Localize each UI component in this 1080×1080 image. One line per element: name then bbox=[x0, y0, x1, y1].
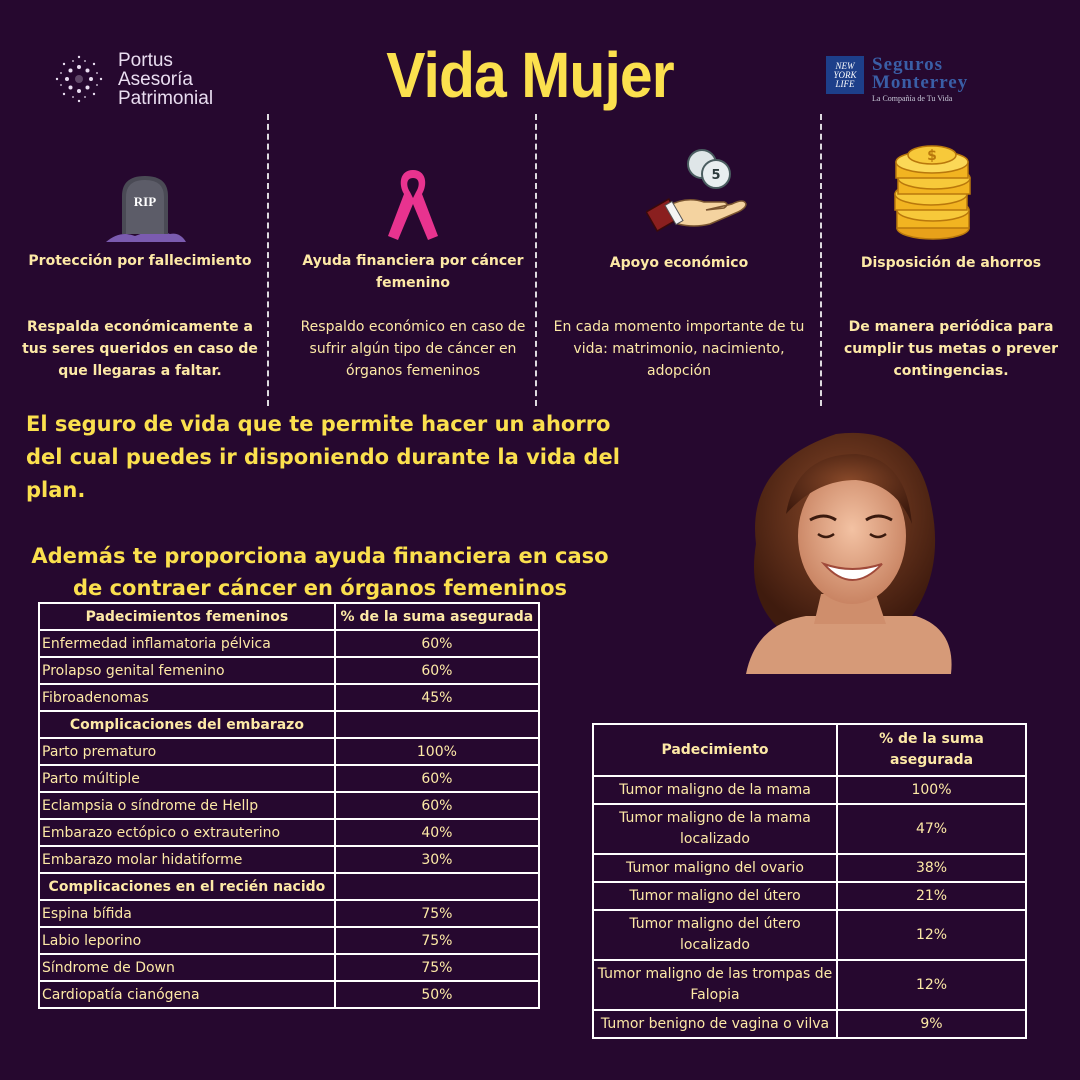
table-cell: Parto prematuro bbox=[39, 738, 335, 765]
table-section-row bbox=[39, 711, 539, 738]
badge-line: LIFE bbox=[835, 78, 855, 89]
benefit-title: Disposición de ahorros bbox=[860, 255, 1042, 271]
table-section-cell: Complicaciones en el recién nacido bbox=[39, 873, 335, 900]
table-cell: Tumor maligno de la mama bbox=[593, 776, 837, 804]
table-row bbox=[593, 960, 1026, 1010]
page-title: Vida Mujer bbox=[386, 39, 674, 111]
benefit-title: Protección por fallecimiento bbox=[28, 253, 252, 269]
table-row bbox=[593, 804, 1026, 854]
table-cell: 40% bbox=[335, 819, 539, 846]
svg-text:$: $ bbox=[927, 148, 937, 164]
table-row bbox=[593, 882, 1026, 910]
table-section-cell: Complicaciones del embarazo bbox=[39, 711, 335, 738]
table-cell: 50% bbox=[335, 981, 539, 1008]
brand-line: Monterrey bbox=[872, 72, 969, 93]
table-row bbox=[593, 1010, 1026, 1038]
table-cell: 75% bbox=[335, 954, 539, 981]
table-cell: 60% bbox=[335, 657, 539, 684]
cancer-coverage-table bbox=[592, 723, 1027, 1039]
table-cell: 47% bbox=[837, 804, 1026, 854]
table-row bbox=[39, 981, 539, 1008]
table-cell: Embarazo ectópico o extrauterino bbox=[39, 819, 335, 846]
coin-value-text: 5 bbox=[711, 168, 721, 183]
benefit-text: Respalda económicamente a tus seres queridos en caso de que llegaras a faltar. bbox=[22, 319, 258, 379]
table-header-cell: Padecimiento bbox=[593, 724, 837, 776]
table-cell: 60% bbox=[335, 630, 539, 657]
table-cell: Tumor maligno de las trompas de Falopia bbox=[593, 960, 837, 1010]
table-cell: Parto múltiple bbox=[39, 765, 335, 792]
table-cell: 100% bbox=[837, 776, 1026, 804]
table-cell: Labio leporino bbox=[39, 927, 335, 954]
table-cell: 75% bbox=[335, 927, 539, 954]
column-divider bbox=[267, 114, 272, 406]
table-cell: 12% bbox=[837, 960, 1026, 1010]
table-header-row bbox=[593, 724, 1026, 776]
badge-line: YORK bbox=[833, 69, 857, 80]
table-row bbox=[39, 927, 539, 954]
table-cell: 75% bbox=[335, 900, 539, 927]
table-cell: 38% bbox=[837, 854, 1026, 882]
table-cell: Síndrome de Down bbox=[39, 954, 335, 981]
column-divider bbox=[820, 114, 825, 406]
table-row bbox=[593, 910, 1026, 960]
table-row bbox=[39, 819, 539, 846]
benefit-text: En cada momento importante de tu vida: matrimonio, nacimiento, adopción bbox=[553, 319, 805, 379]
brand-line: Portus bbox=[118, 49, 173, 71]
table-cell: Tumor maligno del ovario bbox=[593, 854, 837, 882]
seguros-monterrey-logo bbox=[826, 56, 968, 103]
female-conditions-table bbox=[38, 602, 540, 1009]
table-row bbox=[593, 854, 1026, 882]
cancer-coverage-heading: Además te proporciona ayuda financiera en caso de contraer cáncer en órganos femeninos bbox=[31, 544, 609, 600]
table-cell: 60% bbox=[335, 792, 539, 819]
rip-text: RIP bbox=[133, 194, 157, 209]
brand-tagline: La Compañía de Tu Vida bbox=[872, 94, 953, 103]
table-row bbox=[39, 954, 539, 981]
table-cell: Fibroadenomas bbox=[39, 684, 335, 711]
table-header-cell: % de la suma asegurada bbox=[837, 724, 1026, 776]
benefit-title: Ayuda financiera por cáncer femenino bbox=[302, 253, 524, 291]
table-row bbox=[39, 738, 539, 765]
tombstone-icon bbox=[100, 170, 190, 248]
benefit-text: Respaldo económico en caso de sufrir algún tipo de cáncer en órganos femeninos bbox=[300, 319, 526, 379]
new-york-life-badge bbox=[826, 56, 864, 94]
table-cell: Tumor maligno del útero localizado bbox=[593, 910, 837, 960]
table-cell: 100% bbox=[335, 738, 539, 765]
table-header-cell: Padecimientos femeninos bbox=[39, 603, 335, 630]
table-header-row bbox=[39, 603, 539, 630]
table-row bbox=[39, 657, 539, 684]
table-cell: 60% bbox=[335, 765, 539, 792]
table-row bbox=[39, 630, 539, 657]
table-cell: 9% bbox=[837, 1010, 1026, 1038]
coin-stack-icon bbox=[888, 140, 978, 248]
table-row bbox=[39, 846, 539, 873]
hand-coins-icon bbox=[646, 146, 750, 242]
table-cell: 45% bbox=[335, 684, 539, 711]
lead-text: El seguro de vida que te permite hacer un ahorro del cual puedes ir disponiendo durante la vida del plan. bbox=[26, 412, 620, 502]
table-row bbox=[39, 765, 539, 792]
table-cell: Enfermedad inflamatoria pélvica bbox=[39, 630, 335, 657]
table-section-row bbox=[39, 873, 539, 900]
brand-line: Patrimonial bbox=[118, 87, 214, 109]
portus-wordmark bbox=[118, 51, 213, 108]
table-cell: 30% bbox=[335, 846, 539, 873]
table-cell: Prolapso genital femenino bbox=[39, 657, 335, 684]
table-row bbox=[39, 684, 539, 711]
table-cell: Tumor maligno del útero bbox=[593, 882, 837, 910]
smiling-woman-photo bbox=[726, 424, 976, 678]
table-cell: Embarazo molar hidatiforme bbox=[39, 846, 335, 873]
table-section-cell bbox=[335, 711, 539, 738]
table-row bbox=[593, 776, 1026, 804]
table-row bbox=[39, 792, 539, 819]
portus-logo bbox=[48, 48, 213, 110]
seguros-monterrey-wordmark bbox=[872, 56, 968, 103]
benefit-text: De manera periódica para cumplir tus metas o prever contingencias. bbox=[844, 319, 1058, 379]
table-cell: Tumor maligno de la mama localizado bbox=[593, 804, 837, 854]
table-cell: 12% bbox=[837, 910, 1026, 960]
table-section-cell bbox=[335, 873, 539, 900]
pink-ribbon-icon bbox=[380, 164, 446, 248]
table-cell: Espina bífida bbox=[39, 900, 335, 927]
table-cell: Cardiopatía cianógena bbox=[39, 981, 335, 1008]
table-row bbox=[39, 900, 539, 927]
table-cell: 21% bbox=[837, 882, 1026, 910]
table-cell: Eclampsia o síndrome de Hellp bbox=[39, 792, 335, 819]
brand-line: Asesoría bbox=[118, 68, 193, 90]
sparkle-logo-icon bbox=[48, 48, 110, 110]
table-cell: Tumor benigno de vagina o vilva bbox=[593, 1010, 837, 1038]
brand-line: Seguros bbox=[872, 54, 944, 75]
benefit-title: Apoyo económico bbox=[609, 255, 749, 271]
table-header-cell: % de la suma asegurada bbox=[335, 603, 539, 630]
badge-line: NEW bbox=[835, 60, 855, 71]
column-divider bbox=[535, 114, 540, 406]
